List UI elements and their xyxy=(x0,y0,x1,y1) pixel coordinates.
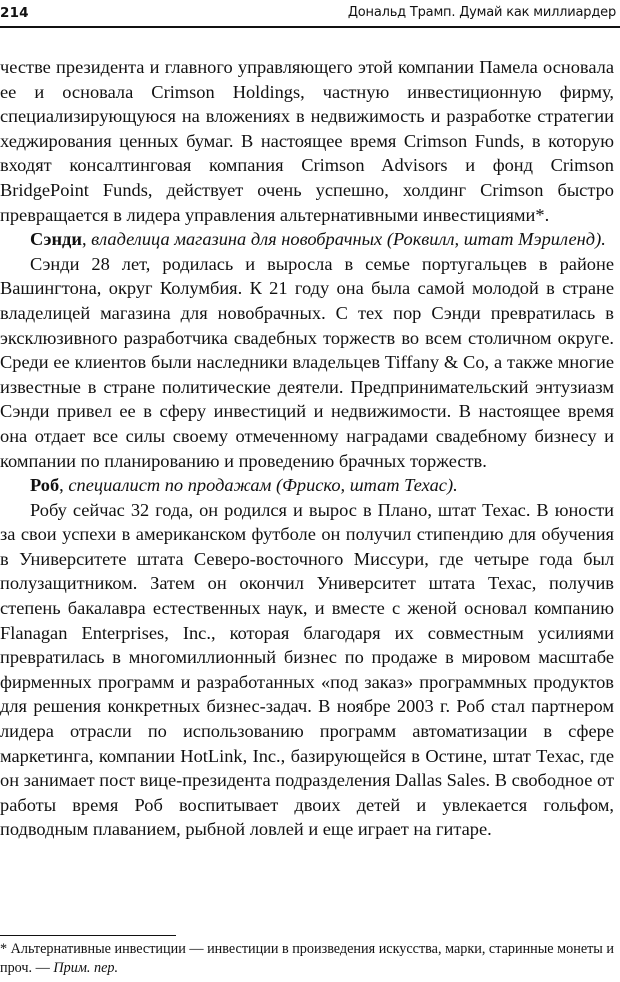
body-text xyxy=(0,55,614,842)
footnote-text: * Альтернативные инвестиции — инвестиции в произведения искусства, марки, старинные монеты и проч. — xyxy=(0,941,614,976)
sandy-name: Сэнди xyxy=(30,229,82,250)
paragraph-sandy: Сэнди 28 лет, родилась и выросла в семье португальцев в районе Вашингтона, округ Колумбия. К 21 году она была самой молодой в стране владелицей магазина для новобрачных. С тех пор Сэнди превратилась в эксклюзивного разработчика свадебных торжеств во всем столичном округе. Среди ее клиентов были наследники владельцев Tiffany & Co, а также многие известные в стране политические деятели. Предпринимательский энтузиазм Сэнди привел ее в сферу инвестиций и недвижимости. В настоящее время она отдает все силы своему отмеченному наградами свадебному бизнесу и компании по планированию и проведению брачных торжеств. xyxy=(0,253,614,471)
header-rule xyxy=(0,26,620,28)
sandy-heading: Сэнди, владелица магазина для новобрачных (Роквилл, штат Мэриленд). xyxy=(30,229,606,250)
rob-role: специалист по продажам (Фриско, штат Техас). xyxy=(68,475,458,496)
footnote-attribution: Прим. пер. xyxy=(53,960,119,976)
sandy-role: владелица магазина для новобрачных (Роквилл, штат Мэриленд). xyxy=(91,229,606,250)
paragraph-crimson: честве президента и главного управляющего этой компании Памела основала ее и основала Crimson Holdings, частную инвестиционную фирму, специализирующуюся на вложениях в недвижимость и разработке стратегии хеджирования ценных бумаг. В настоящее время Crimson Funds, в которую входят консалтинговая компания Crimson Advisors и фонд Crimson BridgePoint Funds, действует очень успешно, холдинг Crimson быстро превращается в лидера управления альтернативными инвестициями*. xyxy=(0,57,614,225)
footnote-rule xyxy=(0,935,176,936)
rob-heading: Роб, специалист по продажам (Фриско, штат Техас). xyxy=(30,475,458,496)
page-number: 214 xyxy=(0,5,29,21)
footnote xyxy=(0,940,614,978)
running-head-title: Дональд Трамп. Думай как миллиардер xyxy=(347,5,616,20)
rob-name: Роб xyxy=(30,475,60,496)
paragraph-rob: Робу сейчас 32 года, он родился и вырос в Плано, штат Техас. В юности за свои успехи в американском футболе он получил стипендию для обучения в Университете штата Северо-восточного Миссури, где четыре года был полузащитником. Затем он окончил Университет штата Техас, получив степень бакалавра естественных наук, и вместе с женой основал компанию Flanagan Enterprises, Inc., которая благодаря их совместным усилиями превратилась в многомиллионный бизнес по продаже в мировом масштабе фирменных программ и разработанных «под заказ» программных продуктов для решения конкретных бизнес-задач. В ноябре 2003 г. Роб стал партнером лидера отрасли по использованию программ автоматизации в сфере маркетинга, компании HotLink, Inc., базирующейся в Остине, штат Техас, где он занимает пост вице-президента подразделения Dallas Sales. В свободное от работы время Роб воспитывает двоих детей и увлекается гольфом, подводным плаванием, рыбной ловлей и еще играет на гитаре. xyxy=(0,499,614,840)
